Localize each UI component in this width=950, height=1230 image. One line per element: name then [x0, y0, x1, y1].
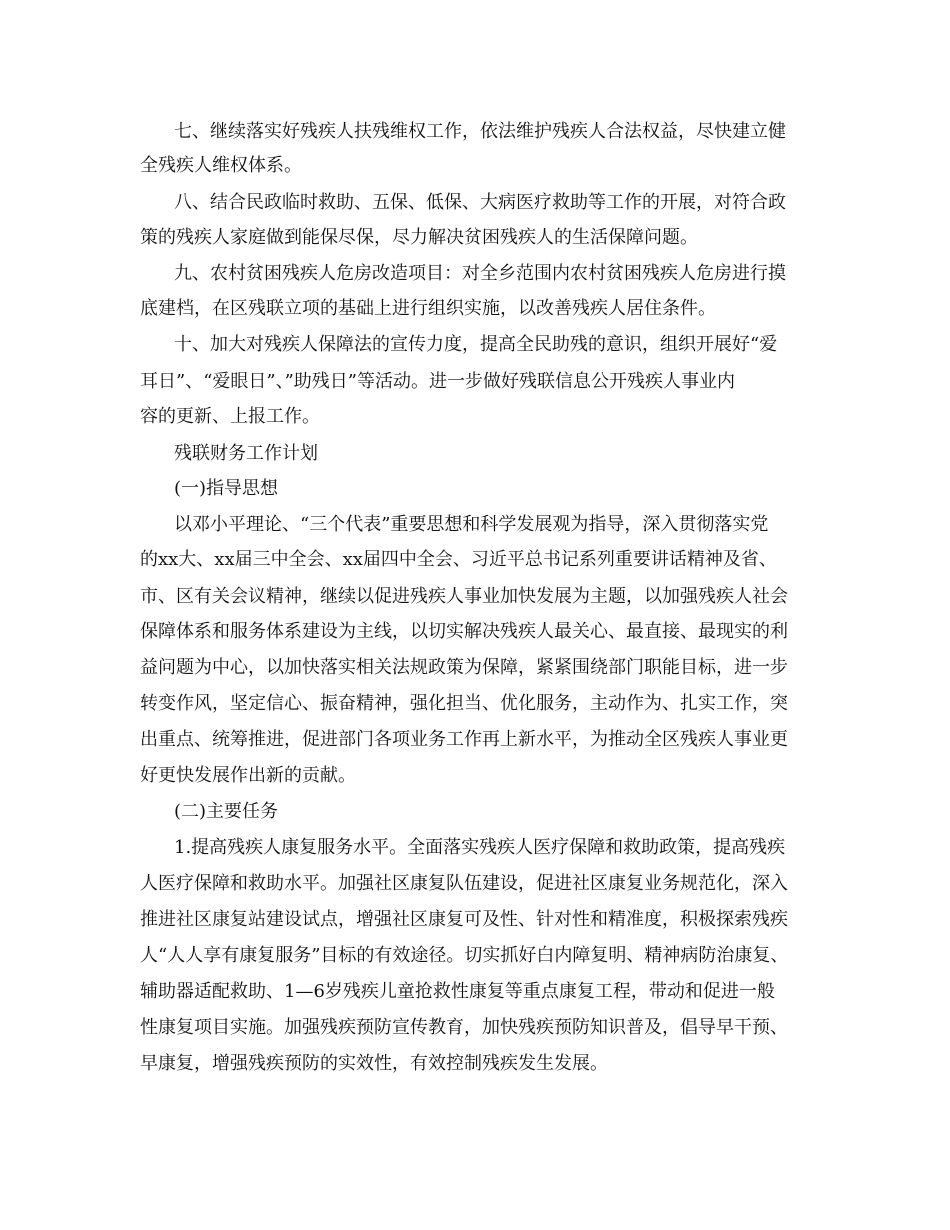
text-line: 底建档，在区残联立项的基础上进行组织实施，以改善残疾人居住条件。: [140, 298, 716, 319]
text-line: 1.提高残疾人康复服务水平。全面落实残疾人医疗保障和救助政策，提高残疾: [174, 837, 786, 858]
text-line: 容的更新、上报工作。: [140, 406, 320, 427]
text-line: 人医疗保障和救助水平。加强社区康复队伍建设，促进社区康复业务规范化，深入: [140, 873, 788, 894]
text-line: 转变作风，坚定信心、振奋精神，强化担当、优化服务，主动作为、扎实工作，突: [140, 693, 788, 714]
subsection-heading: (一)指导思想: [174, 478, 279, 499]
text-line: 人“人人享有康复服务”目标的有效途径。切实抓好白内障复明、精神病防治康复、: [140, 945, 789, 966]
text-line: 出重点、统筹推进，促进部门各项业务工作再上新水平，为推动全区残疾人事业更: [140, 729, 788, 750]
text-line: 全残疾人维权体系。: [140, 155, 302, 176]
text-line: 九、农村贫困残疾人危房改造项目：对全乡范围内农村贫困残疾人危房进行摸: [174, 263, 786, 284]
text-line: 七、继续落实好残疾人扶残维权工作，依法维护残疾人合法权益，尽快建立健: [174, 121, 786, 142]
text-line: 保障体系和服务体系建设为主线，以切实解决残疾人最关心、最直接、最现实的利: [140, 621, 788, 642]
section-heading: 残联财务工作计划: [174, 443, 318, 464]
subsection-heading: (二)主要任务: [174, 801, 279, 822]
text-line: 益问题为中心，以加快落实相关法规政策为保障，紧紧围绕部门职能目标，进一步: [140, 657, 788, 678]
text-line: 以邓小平理论、“三个代表”重要思想和科学发展观为指导，深入贯彻落实党: [174, 514, 769, 535]
text-line: 十、加大对残疾人保障法的宣传力度，提高全民助残的意识，组织开展好“爱: [174, 334, 778, 355]
text-line: 耳日”、“爱眼日”、”助残日”等活动。进一步做好残联信息公开残疾人事业内: [140, 371, 736, 392]
text-line: 策的残疾人家庭做到能保尽保，尽力解决贫困残疾人的生活保障问题。: [140, 227, 698, 248]
text-line: 八、结合民政临时救助、五保、低保、大病医疗救助等工作的开展，对符合政: [174, 192, 786, 213]
text-line: 好更快发展作出新的贡献。: [140, 765, 356, 786]
text-line: 的xx大、xx届三中全会、xx届四中全会、习近平总书记系列重要讲话精神及省、: [140, 549, 777, 570]
text-line: 性康复项目实施。加强残疾预防宣传教育，加快残疾预防知识普及，倡导早干预、: [140, 1017, 788, 1038]
text-line: 辅助器适配救助、1—6岁残疾儿童抢救性康复等重点康复工程，带动和促进一般: [140, 981, 775, 1002]
text-line: 市、区有关会议精神，继续以促进残疾人事业加快发展为主题，以加强残疾人社会: [140, 586, 788, 607]
text-line: 早康复，增强残疾预防的实效性，有效控制残疾发生发展。: [140, 1053, 608, 1074]
text-line: 推进社区康复站建设试点，增强社区康复可及性、针对性和精准度，积极探索残疾: [140, 909, 788, 930]
